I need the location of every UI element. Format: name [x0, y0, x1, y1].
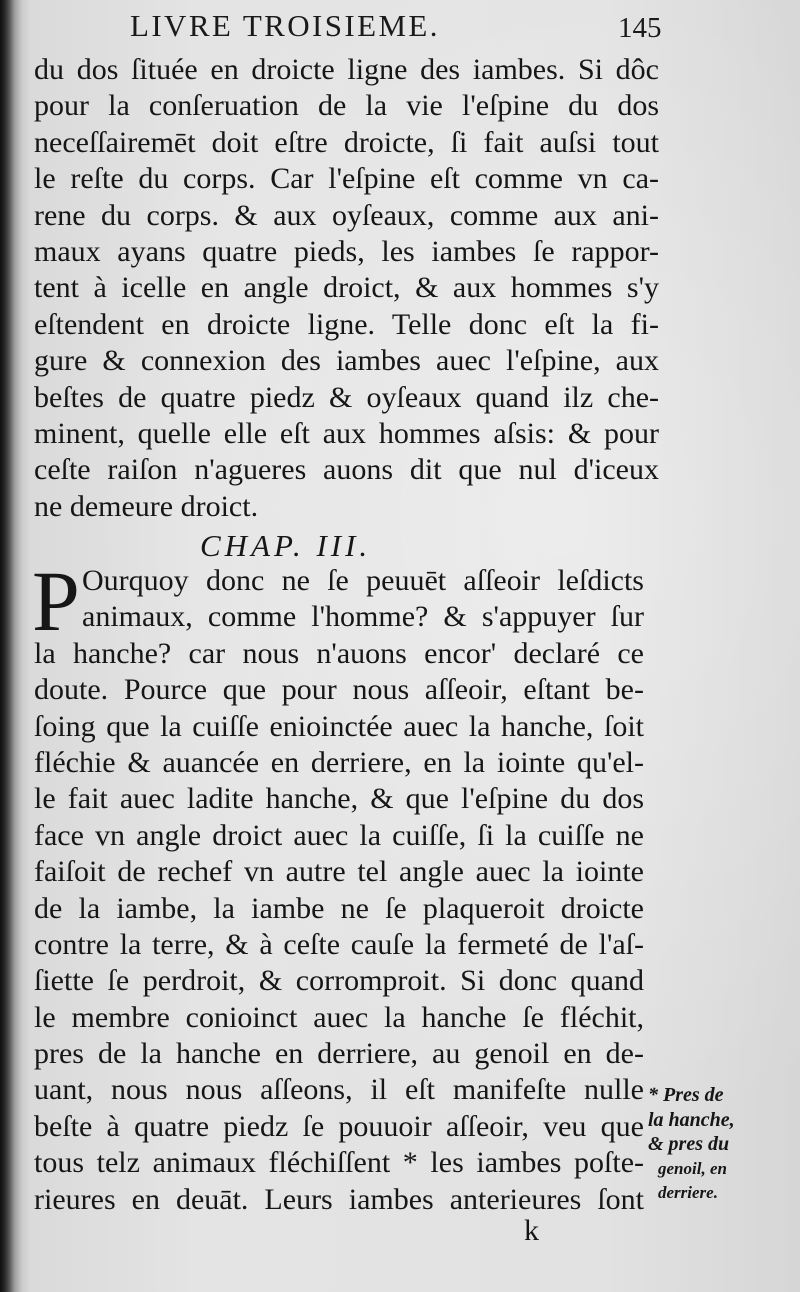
text-line: pour la conſeruation de la vie l'eſpine du dos: [34, 89, 659, 123]
body-text-continued: [34, 52, 659, 525]
text-line: gure & connexion des iambes auec l'eſpine, aux: [34, 344, 659, 378]
chapter-line: le membre conioinct auec la hanche ſe fléchit,: [34, 1000, 644, 1034]
marginal-note-line: genoil, en: [658, 1158, 727, 1178]
text-line: rene du corps. & aux oyſeaux, comme aux ani-: [34, 198, 659, 232]
text-line: tent à icelle en angle droict, & aux hommes s'y: [34, 271, 659, 305]
marginal-note-line: * Pres de: [648, 1084, 724, 1106]
chapter-line: fléchie & auancée en derriere, en la iointe qu'el-: [34, 745, 644, 779]
text-line: eſtendent en droicte ligne. Telle donc eſt la fi-: [34, 307, 659, 341]
chapter-line: ſoing que la cuiſſe enioinctée auec la hanche, ſoit: [34, 709, 644, 743]
text-line: beſtes de quatre piedz & oyſeaux quand ilz che-: [34, 380, 659, 414]
text-line: minent, quelle elle eſt aux hommes aſsis: & pour: [34, 416, 659, 450]
chapter-line: animaux, comme l'homme? & s'appuyer ſur: [82, 600, 644, 634]
chapter-line: tous telz animaux fléchiſſent * les iambes poſte-: [34, 1146, 644, 1180]
binding-gutter-shadow: [0, 0, 22, 1292]
chapter-line: face vn angle droict auec la cuiſſe, ſi la cuiſſe ne: [34, 818, 644, 852]
text-line: du dos ſituée en droicte ligne des iambes. Si dôc: [34, 53, 659, 86]
marginal-note-line: & pres du: [648, 1133, 730, 1155]
text-line: neceſſairemēt doit eſtre droicte, ſi fait auſsi tout: [34, 125, 659, 159]
chapter-line: pres de la hanche en derriere, au genoil en de-: [34, 1037, 644, 1071]
page-header: [130, 8, 670, 48]
chapter-line: uant, nous nous aſſeons, il eſt manifeſte nulle: [34, 1073, 644, 1107]
text-line: ceſte raiſon n'agueres auons dit que nul d'iceux: [34, 453, 659, 487]
chapter-heading: CHAP. III.: [200, 528, 372, 563]
chapter-line: faiſoit de rechef vn autre tel angle auec la iointe: [34, 855, 644, 889]
text-line: maux ayans quatre pieds, les iambes ſe rappor-: [34, 234, 659, 268]
text-line-last: ne demeure droict.: [34, 489, 259, 523]
chapter-line: rieures en deuāt. Leurs iambes anterieures ſont: [34, 1182, 644, 1216]
chapter-line: contre la terre, & à ceſte cauſe la fermeté de l'aſ-: [34, 927, 644, 961]
chapter-text: [32, 553, 644, 1218]
marginal-note-line: derriere.: [658, 1183, 718, 1202]
chapter-line: doute. Pource que pour nous aſſeoir, eſtant be-: [34, 673, 644, 707]
chapter-line: Ourquoy donc ne ſe peuuēt aſſeoir leſdicts: [82, 564, 644, 597]
chapter-line: de la iambe, la iambe ne ſe plaqueroit droicte: [34, 891, 644, 925]
page-number: 145: [618, 12, 662, 44]
marginal-note: [648, 1083, 798, 1206]
marginal-note-line: la hanche,: [648, 1108, 735, 1131]
chapter-line: beſte à quatre piedz ſe pouuoir aſſeoir, veu que: [34, 1109, 644, 1143]
catchword: k: [524, 1214, 539, 1247]
running-head: LIVRE TROISIEME.: [130, 8, 440, 43]
text-line: le reſte du corps. Car l'eſpine eſt comme vn ca-: [34, 162, 659, 196]
drop-cap-initial: P: [32, 553, 80, 649]
chapter-line: ſiette ſe perdroit, & corromproit. Si donc quand: [34, 964, 644, 998]
chapter-line: le fait auec ladite hanche, & que l'eſpine du dos: [34, 782, 644, 816]
chapter-line: la hanche? car nous n'auons encor' declaré ce: [34, 636, 644, 670]
